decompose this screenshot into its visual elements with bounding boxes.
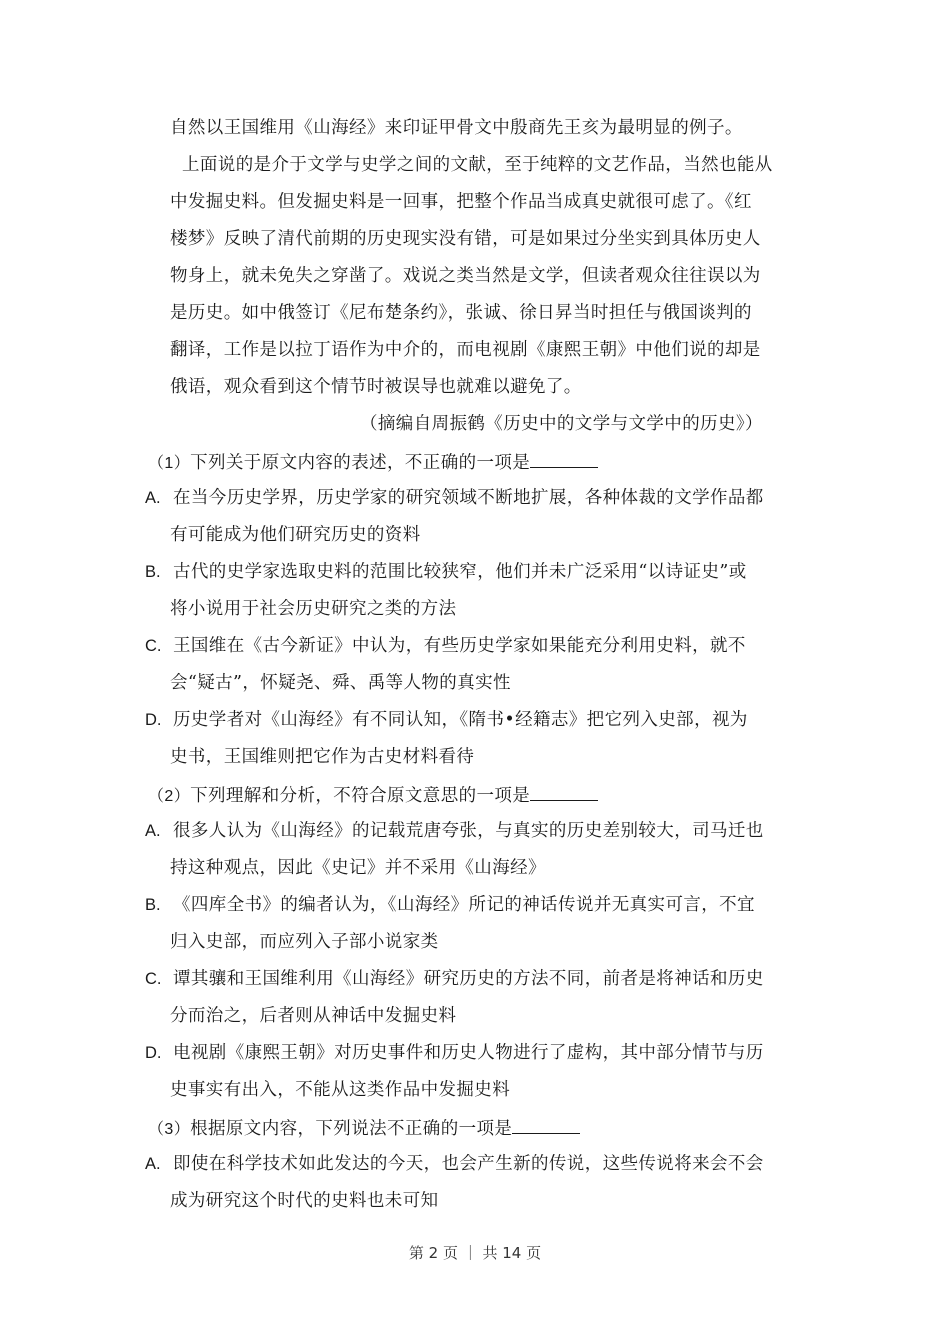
option-text: 古代的史学家选取史料的范围比较狭窄，他们并未广泛采用“以诗证史”或 xyxy=(173,562,747,582)
question-number: （3） xyxy=(148,1121,191,1138)
option-text-continued: 持这种观点，因此《史记》并不采用《山海经》 xyxy=(170,858,546,878)
option-label: C. xyxy=(145,970,162,988)
option-text: 谭其骧和王国维利用《山海经》研究历史的方法不同，前者是将神话和历史 xyxy=(173,969,764,989)
question-2-stem xyxy=(148,782,598,809)
passage-line: 自然以王国维用《山海经》来印证甲骨文中殷商先王亥为最明显的例子。 xyxy=(170,118,743,138)
option-text: 在当今历史学界，历史学家的研究领域不断地扩展，各种体裁的文学作品都 xyxy=(173,488,764,508)
question-text: 下列关于原文内容的表述，不正确的一项是 xyxy=(190,453,531,473)
passage-line: 俄语，观众看到这个情节时被误导也就难以避免了。 xyxy=(170,377,582,397)
passage-line: 翻译，工作是以拉丁语作为中介的，而电视剧《康熙王朝》中他们说的却是 xyxy=(170,340,761,360)
answer-blank xyxy=(530,782,598,801)
option-label: A. xyxy=(145,1155,161,1173)
option-text-continued: 将小说用于社会历史研究之类的方法 xyxy=(170,599,457,619)
question-number: （1） xyxy=(148,455,191,472)
option-label: B. xyxy=(145,896,161,914)
passage-line: 楼梦》反映了清代前期的历史现实没有错，可是如果过分坐实到具体历史人 xyxy=(170,229,761,249)
passage-line: 上面说的是介于文学与史学之间的文献，至于纯粹的文艺作品，当然也能从 xyxy=(182,155,773,175)
option-label: C. xyxy=(145,637,162,655)
question-text: 根据原文内容，下列说法不正确的一项是 xyxy=(190,1119,513,1139)
option-label: D. xyxy=(145,1044,162,1062)
option-text-continued: 成为研究这个时代的史料也未可知 xyxy=(170,1191,439,1211)
question-number: （2） xyxy=(148,788,191,805)
passage-line: 中发掘史料。但发掘史料是一回事，把整个作品当成真史就很可虑了。《红 xyxy=(170,192,752,212)
option-text: 历史学者对《山海经》有不同认知，《隋书•经籍志》把它列入史部，视为 xyxy=(173,710,748,730)
option-label: A. xyxy=(145,489,161,507)
option-label: B. xyxy=(145,563,161,581)
page-footer: 第 2 页 ｜ 共 14 页 xyxy=(408,1244,542,1262)
option-label: D. xyxy=(145,711,162,729)
option-text-continued: 会“疑古”，怀疑尧、舜、禹等人物的真实性 xyxy=(170,673,511,693)
option-label: A. xyxy=(145,822,161,840)
option-text-continued: 归入史部，而应列入子部小说家类 xyxy=(170,932,439,952)
option-text: 即使在科学技术如此发达的今天，也会产生新的传说，这些传说将来会不会 xyxy=(173,1154,764,1174)
option-text: 《四库全书》的编者认为，《山海经》所记的神话传说并无真实可言，不宜 xyxy=(173,895,755,915)
question-text: 下列理解和分析，不符合原文意思的一项是 xyxy=(190,786,531,806)
option-text-continued: 分而治之，后者则从神话中发掘史料 xyxy=(170,1006,457,1026)
option-text-continued: 史书，王国维则把它作为古史材料看待 xyxy=(170,747,475,767)
option-text: 电视剧《康熙王朝》对历史事件和历史人物进行了虚构，其中部分情节与历 xyxy=(173,1043,764,1063)
passage-line: 物身上，就未免失之穿凿了。戏说之类当然是文学，但读者观众往往误以为 xyxy=(170,266,761,286)
answer-blank xyxy=(512,1115,580,1134)
passage-line: 是历史。如中俄签订《尼布楚条约》，张诚、徐日昇当时担任与俄国谈判的 xyxy=(170,303,752,323)
question-3-stem xyxy=(148,1115,580,1142)
option-text-continued: 史事实有出入，不能从这类作品中发掘史料 xyxy=(170,1080,511,1100)
answer-blank xyxy=(530,449,598,468)
question-1-stem xyxy=(148,449,598,476)
option-text-continued: 有可能成为他们研究历史的资料 xyxy=(170,525,421,545)
option-text: 很多人认为《山海经》的记载荒唐夸张，与真实的历史差别较大，司马迁也 xyxy=(173,821,764,841)
option-text: 王国维在《古今新证》中认为，有些历史学家如果能充分利用史料，就不 xyxy=(173,636,746,656)
passage-source: （摘编自周振鹤《历史中的文学与文学中的历史》） xyxy=(360,414,763,434)
